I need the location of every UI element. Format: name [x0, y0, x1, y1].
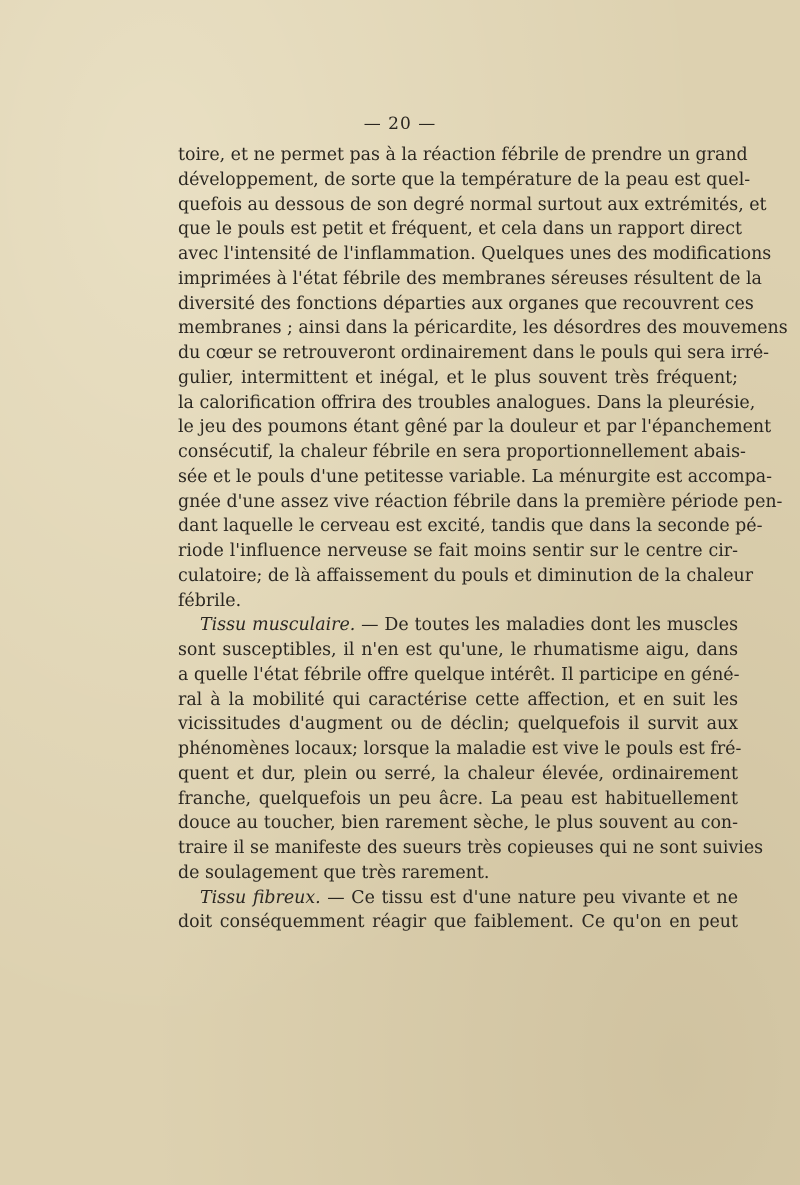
section-heading-fibrous: Tissu fibreux.	[200, 887, 321, 908]
text-line: vicissitudes d'augment ou de déclin; quelquefois il survit aux	[178, 714, 738, 735]
body-text	[178, 143, 788, 935]
section-muscle-first-line	[178, 613, 738, 638]
text-line: doit conséquemment réagir que faiblement. Ce qu'on en peut	[178, 912, 738, 933]
text-line: du cœur se retrouveront ordinairement dans le pouls qui sera irré-	[178, 343, 770, 363]
text-line: gulier, intermittent et inégal, et le plus souvent très fréquent;	[178, 367, 738, 388]
text-line: développement, de sorte que la température de la peau est quel-	[178, 169, 751, 190]
text-line: quent et dur, plein ou serré, la chaleur élevée, ordinairement	[178, 763, 738, 784]
text-line: diversité des fonctions départies aux organes que recouvrent ces	[178, 293, 754, 314]
text-line: ral à la mobilité qui caractérise cette affection, et en suit les	[178, 689, 738, 710]
text-line: sont susceptibles, il n'en est qu'une, le rhumatisme aigu, dans	[178, 640, 738, 660]
text-line: douce au toucher, bien rarement sèche, le plus souvent au con-	[178, 813, 738, 834]
text-line: imprimées à l'état fébrile des membranes séreuses résultent de la	[178, 268, 762, 289]
text-line: toire, et ne permet pas à la réaction fébrile de prendre un grand	[178, 145, 748, 165]
text-line: franche, quelquefois un peu âcre. La peau est habituellement	[178, 788, 738, 809]
text-line: phénomènes locaux; lorsque la maladie est vive le pouls est fré-	[178, 739, 742, 759]
text-line: membranes ; ainsi dans la péricardite, les désordres des mouvemens	[178, 318, 788, 339]
text-line: avec l'intensité de l'inflammation. Quelques unes des modifications	[178, 244, 772, 264]
section-muscle-first-rest: — De toutes les maladies dont les muscles	[355, 615, 738, 636]
section-fibrous-first-rest: — Ce tissu est d'une nature peu vivante et ne	[320, 887, 738, 908]
page-number: — 20 —	[363, 114, 437, 134]
text-line: gnée d'une assez vive réaction fébrile dans la première période pen-	[178, 491, 783, 512]
text-line: riode l'influence nerveuse se fait moins sentir sur le centre cir-	[178, 541, 738, 561]
text-line: la calorification offrira des troubles analogues. Dans la pleurésie,	[178, 392, 756, 413]
text-line: consécutif, la chaleur fébrile en sera proportionnellement abais-	[178, 442, 746, 462]
text-line: le jeu des poumons étant gêné par la douleur et par l'épanchement	[178, 417, 772, 438]
text-line: dant laquelle le cerveau est excité, tandis que dans la seconde pé-	[178, 516, 763, 537]
text-line: traire il se manifeste des sueurs très copieuses qui ne sont suivies	[178, 838, 764, 858]
section-fibrous-first-line	[178, 886, 738, 911]
text-line: de soulagement que très rarement.	[178, 862, 490, 883]
text-line: sée et le pouls d'une petitesse variable. La ménurgite est accompa-	[178, 466, 772, 487]
text-line: que le pouls est petit et fréquent, et cela dans un rapport direct	[178, 219, 742, 240]
section-heading-muscle: Tissu musculaire.	[200, 615, 356, 636]
text-line: a quelle l'état fébrile offre quelque intérêt. Il participe en géné-	[178, 664, 740, 685]
text-line: quefois au dessous de son degré normal surtout aux extrémités, et	[178, 194, 767, 215]
text-line: culatoire; de là affaissement du pouls et diminution de la chaleur	[178, 565, 754, 586]
text-line: fébrile.	[178, 590, 242, 611]
